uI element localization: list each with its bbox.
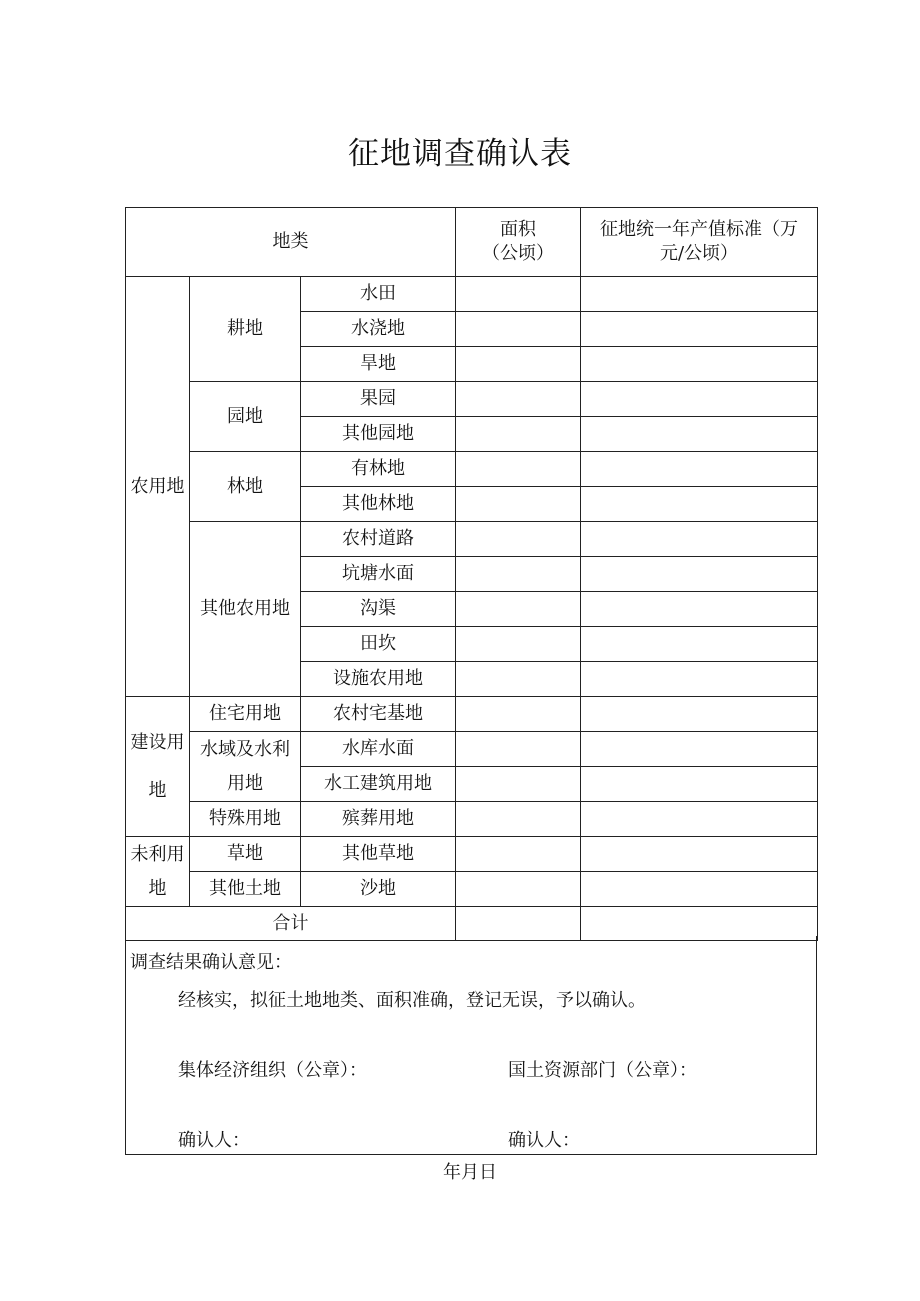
area-cell[interactable] <box>456 312 581 347</box>
category-unused: 未利用 地 <box>126 837 190 907</box>
subcategory-cell: 果园 <box>301 382 456 417</box>
standard-cell[interactable] <box>581 347 818 382</box>
subcategory-cell: 田坎 <box>301 627 456 662</box>
subcategory-cell: 其他园地 <box>301 417 456 452</box>
standard-cell[interactable] <box>581 697 818 732</box>
area-cell[interactable] <box>456 592 581 627</box>
subcategory-cell: 旱地 <box>301 347 456 382</box>
area-cell[interactable] <box>456 627 581 662</box>
category-agricultural: 农用地 <box>126 277 190 697</box>
area-cell[interactable] <box>456 522 581 557</box>
category-special: 特殊用地 <box>190 802 301 837</box>
standard-cell[interactable] <box>581 522 818 557</box>
subcategory-cell: 有林地 <box>301 452 456 487</box>
table-row <box>126 802 818 837</box>
standard-cell[interactable] <box>581 487 818 522</box>
subcategory-cell: 沟渠 <box>301 592 456 627</box>
area-cell[interactable] <box>456 837 581 872</box>
subcategory-cell: 水库水面 <box>301 732 456 767</box>
table-row <box>126 872 818 907</box>
area-cell[interactable] <box>456 662 581 697</box>
standard-cell[interactable] <box>581 732 818 767</box>
area-cell[interactable] <box>456 347 581 382</box>
table-row <box>126 837 818 872</box>
header-land-type: 地类 <box>126 208 456 277</box>
opinion-text: 经核实，拟征土地地类、面积准确，登记无误，予以确认。 <box>178 990 646 1011</box>
header-row <box>126 208 818 277</box>
standard-cell[interactable] <box>581 872 818 907</box>
standard-cell[interactable] <box>581 627 818 662</box>
area-cell[interactable] <box>456 452 581 487</box>
standard-cell[interactable] <box>581 277 818 312</box>
table-row <box>126 522 818 557</box>
date-line: 年月日 <box>443 1162 497 1183</box>
area-cell[interactable] <box>456 802 581 837</box>
header-area: 面积 （公顷） <box>456 208 581 277</box>
area-cell[interactable] <box>456 417 581 452</box>
subcategory-cell: 水工建筑用地 <box>301 767 456 802</box>
standard-cell[interactable] <box>581 837 818 872</box>
category-other-land: 其他土地 <box>190 872 301 907</box>
category-residential: 住宅用地 <box>190 697 301 732</box>
confirmation-opinion-box <box>125 936 817 1155</box>
subcategory-cell: 殡葬用地 <box>301 802 456 837</box>
subcategory-cell: 设施农用地 <box>301 662 456 697</box>
area-cell[interactable] <box>456 732 581 767</box>
area-cell[interactable] <box>456 697 581 732</box>
area-cell[interactable] <box>456 872 581 907</box>
land-dept-seal-label: 国土资源部门（公章）： <box>508 1060 697 1081</box>
subcategory-cell: 农村宅基地 <box>301 697 456 732</box>
subcategory-cell: 其他草地 <box>301 837 456 872</box>
area-cell[interactable] <box>456 487 581 522</box>
table-row <box>126 732 818 767</box>
category-forest: 林地 <box>190 452 301 522</box>
confirmer-left-label: 确认人： <box>178 1130 250 1151</box>
header-standard: 征地统一年产值标准（万 元/公顷） <box>581 208 818 277</box>
subcategory-cell: 沙地 <box>301 872 456 907</box>
page-title: 征地调查确认表 <box>348 136 572 172</box>
subcategory-cell: 坑塘水面 <box>301 557 456 592</box>
standard-cell[interactable] <box>581 802 818 837</box>
collective-org-seal-label: 集体经济组织（公章）： <box>178 1060 367 1081</box>
standard-cell[interactable] <box>581 662 818 697</box>
category-water: 水域及水利 用地 <box>190 732 301 802</box>
standard-cell[interactable] <box>581 767 818 802</box>
subcategory-cell: 水田 <box>301 277 456 312</box>
table-row <box>126 277 818 312</box>
standard-cell[interactable] <box>581 592 818 627</box>
opinion-label: 调查结果确认意见： <box>130 952 292 973</box>
table-row <box>126 452 818 487</box>
land-survey-table <box>125 207 818 941</box>
subcategory-cell: 其他林地 <box>301 487 456 522</box>
subcategory-cell: 水浇地 <box>301 312 456 347</box>
standard-cell[interactable] <box>581 312 818 347</box>
category-other-agricultural: 其他农用地 <box>190 522 301 697</box>
area-cell[interactable] <box>456 767 581 802</box>
area-cell[interactable] <box>456 382 581 417</box>
standard-cell[interactable] <box>581 382 818 417</box>
category-construction: 建设用 地 <box>126 697 190 837</box>
category-garden: 园地 <box>190 382 301 452</box>
table-row <box>126 697 818 732</box>
standard-cell[interactable] <box>581 452 818 487</box>
subcategory-cell: 农村道路 <box>301 522 456 557</box>
total-label: 合计 <box>126 907 456 941</box>
table-row <box>126 382 818 417</box>
category-grass: 草地 <box>190 837 301 872</box>
standard-cell[interactable] <box>581 417 818 452</box>
standard-cell[interactable] <box>581 557 818 592</box>
area-cell[interactable] <box>456 277 581 312</box>
confirmer-right-label: 确认人： <box>508 1130 580 1151</box>
category-cultivated: 耕地 <box>190 277 301 382</box>
area-cell[interactable] <box>456 557 581 592</box>
